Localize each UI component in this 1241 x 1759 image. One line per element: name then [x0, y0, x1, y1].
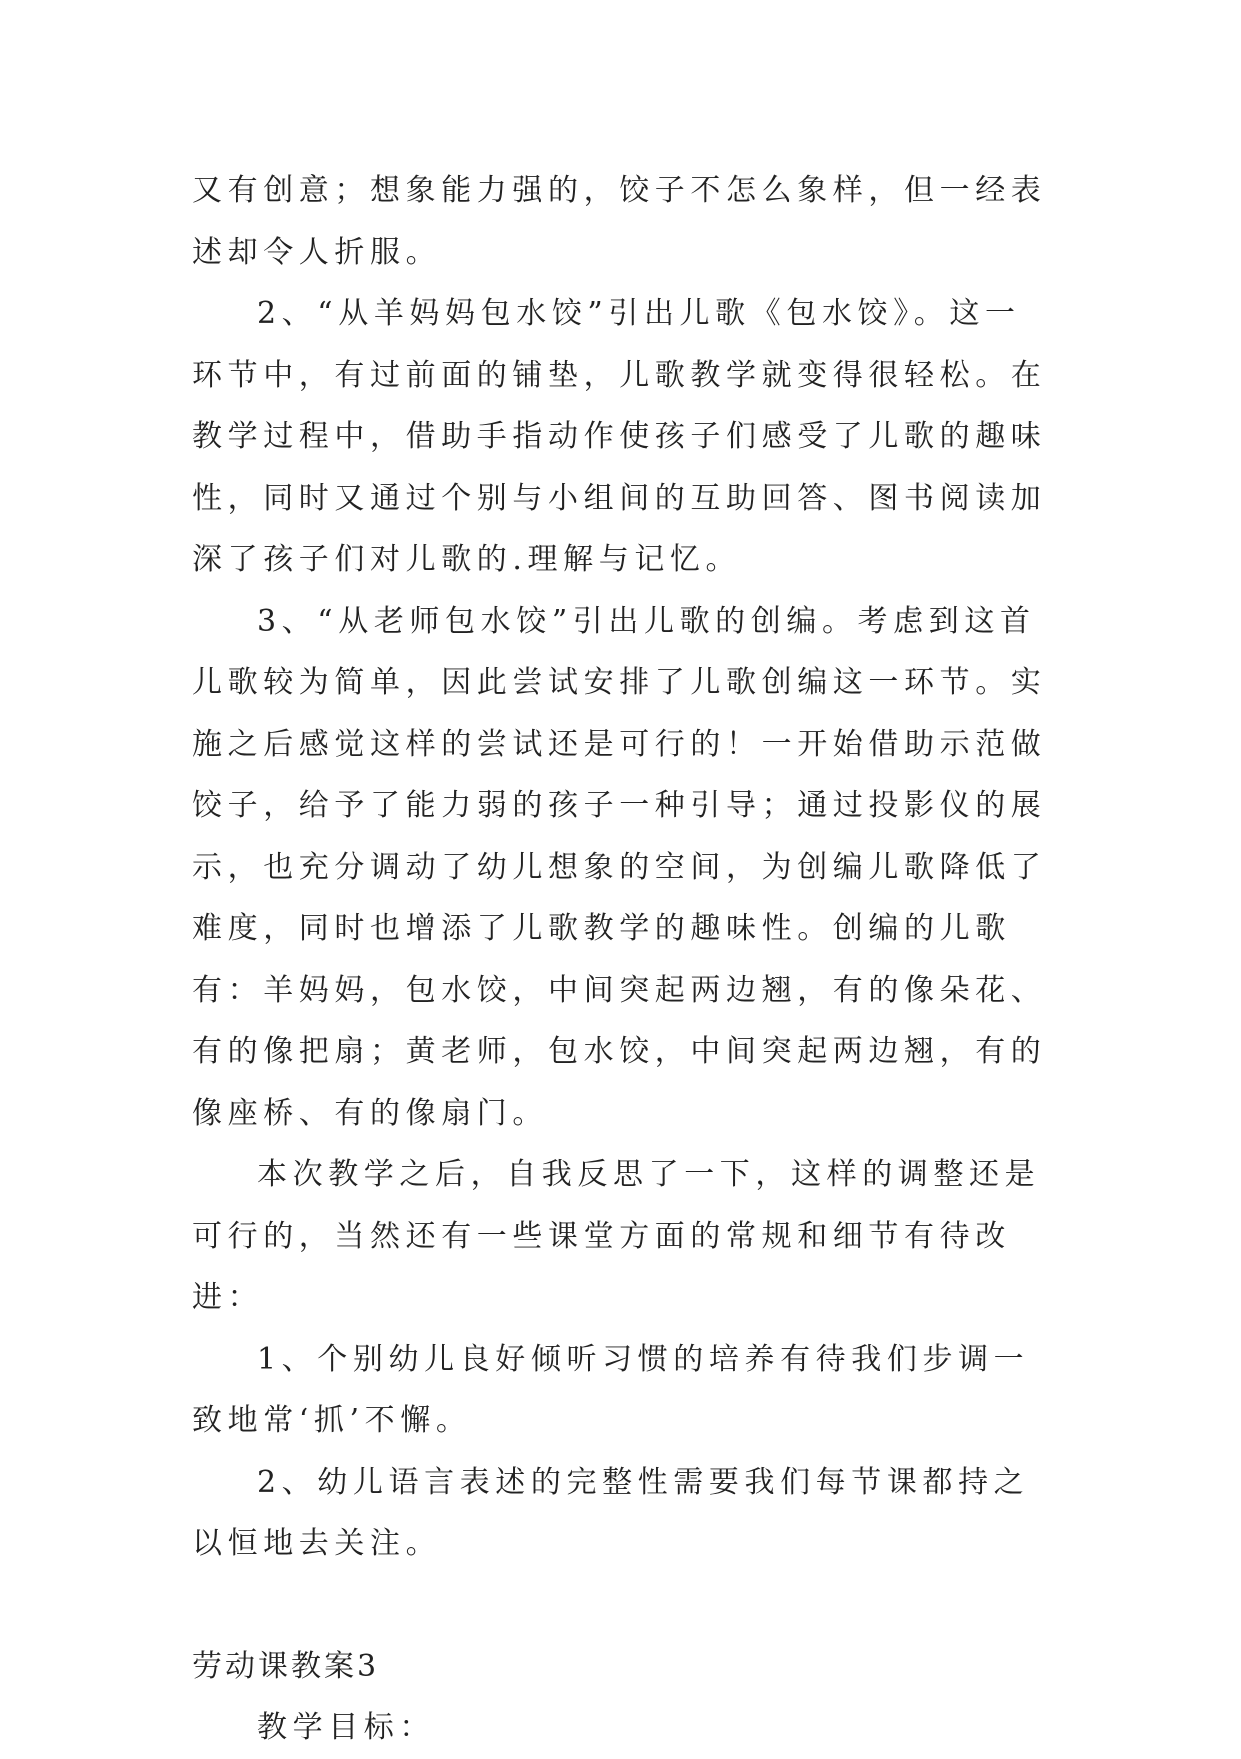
paragraph-item-3: 3、“从老师包水饺”引出儿歌的创编。考虑到这首儿歌较为简单，因此尝试安排了儿歌创编这一环节。实施之后感觉这样的尝试还是可行的！一开始借助示范做饺子，给予了能力弱的孩子一种引导；通过投影仪的展示，也充分调动了幼儿想象的空间，为创编儿歌降低了难度，同时也增添了儿歌教学的趣味性。创编的儿歌有：羊妈妈，包水饺，中间突起两边翘，有的像朵花、有的像把扇；黄老师，包水饺，中间突起两边翘，有的像座桥、有的像扇门。 — [192, 603, 1047, 1131]
document-body — [192, 160, 1052, 1759]
paragraph-improvement-1: 1、个别幼儿良好倾听习惯的培养有待我们步调一致地常‘抓’不懈。 — [192, 1341, 1030, 1438]
paragraph-improvement-2: 2、幼儿语言表述的完整性需要我们每节课都持之以恒地去关注。 — [192, 1464, 1030, 1561]
paragraph-item-2: 2、“从羊妈妈包水饺”引出儿歌《包水饺》。这一环节中，有过前面的铺垫，儿歌教学就变得很轻松。在教学过程中，借助手指动作使孩子们感受了儿歌的趣味性，同时又通过个别与小组间的互助回答、图书阅读加深了孩子们对儿歌的.理解与记忆。 — [192, 296, 1047, 577]
section-heading: 劳动课教案3 — [192, 1648, 380, 1684]
paragraph-continuation: 又有创意；想象能力强的，饺子不怎么象样，但一经表述却令人折服。 — [192, 173, 1047, 270]
section-subheading: 教学目标： — [257, 1710, 435, 1745]
paragraph-reflection: 本次教学之后，自我反思了一下，这样的调整还是可行的，当然还有一些课堂方面的常规和细节有待改进： — [192, 1157, 1041, 1315]
